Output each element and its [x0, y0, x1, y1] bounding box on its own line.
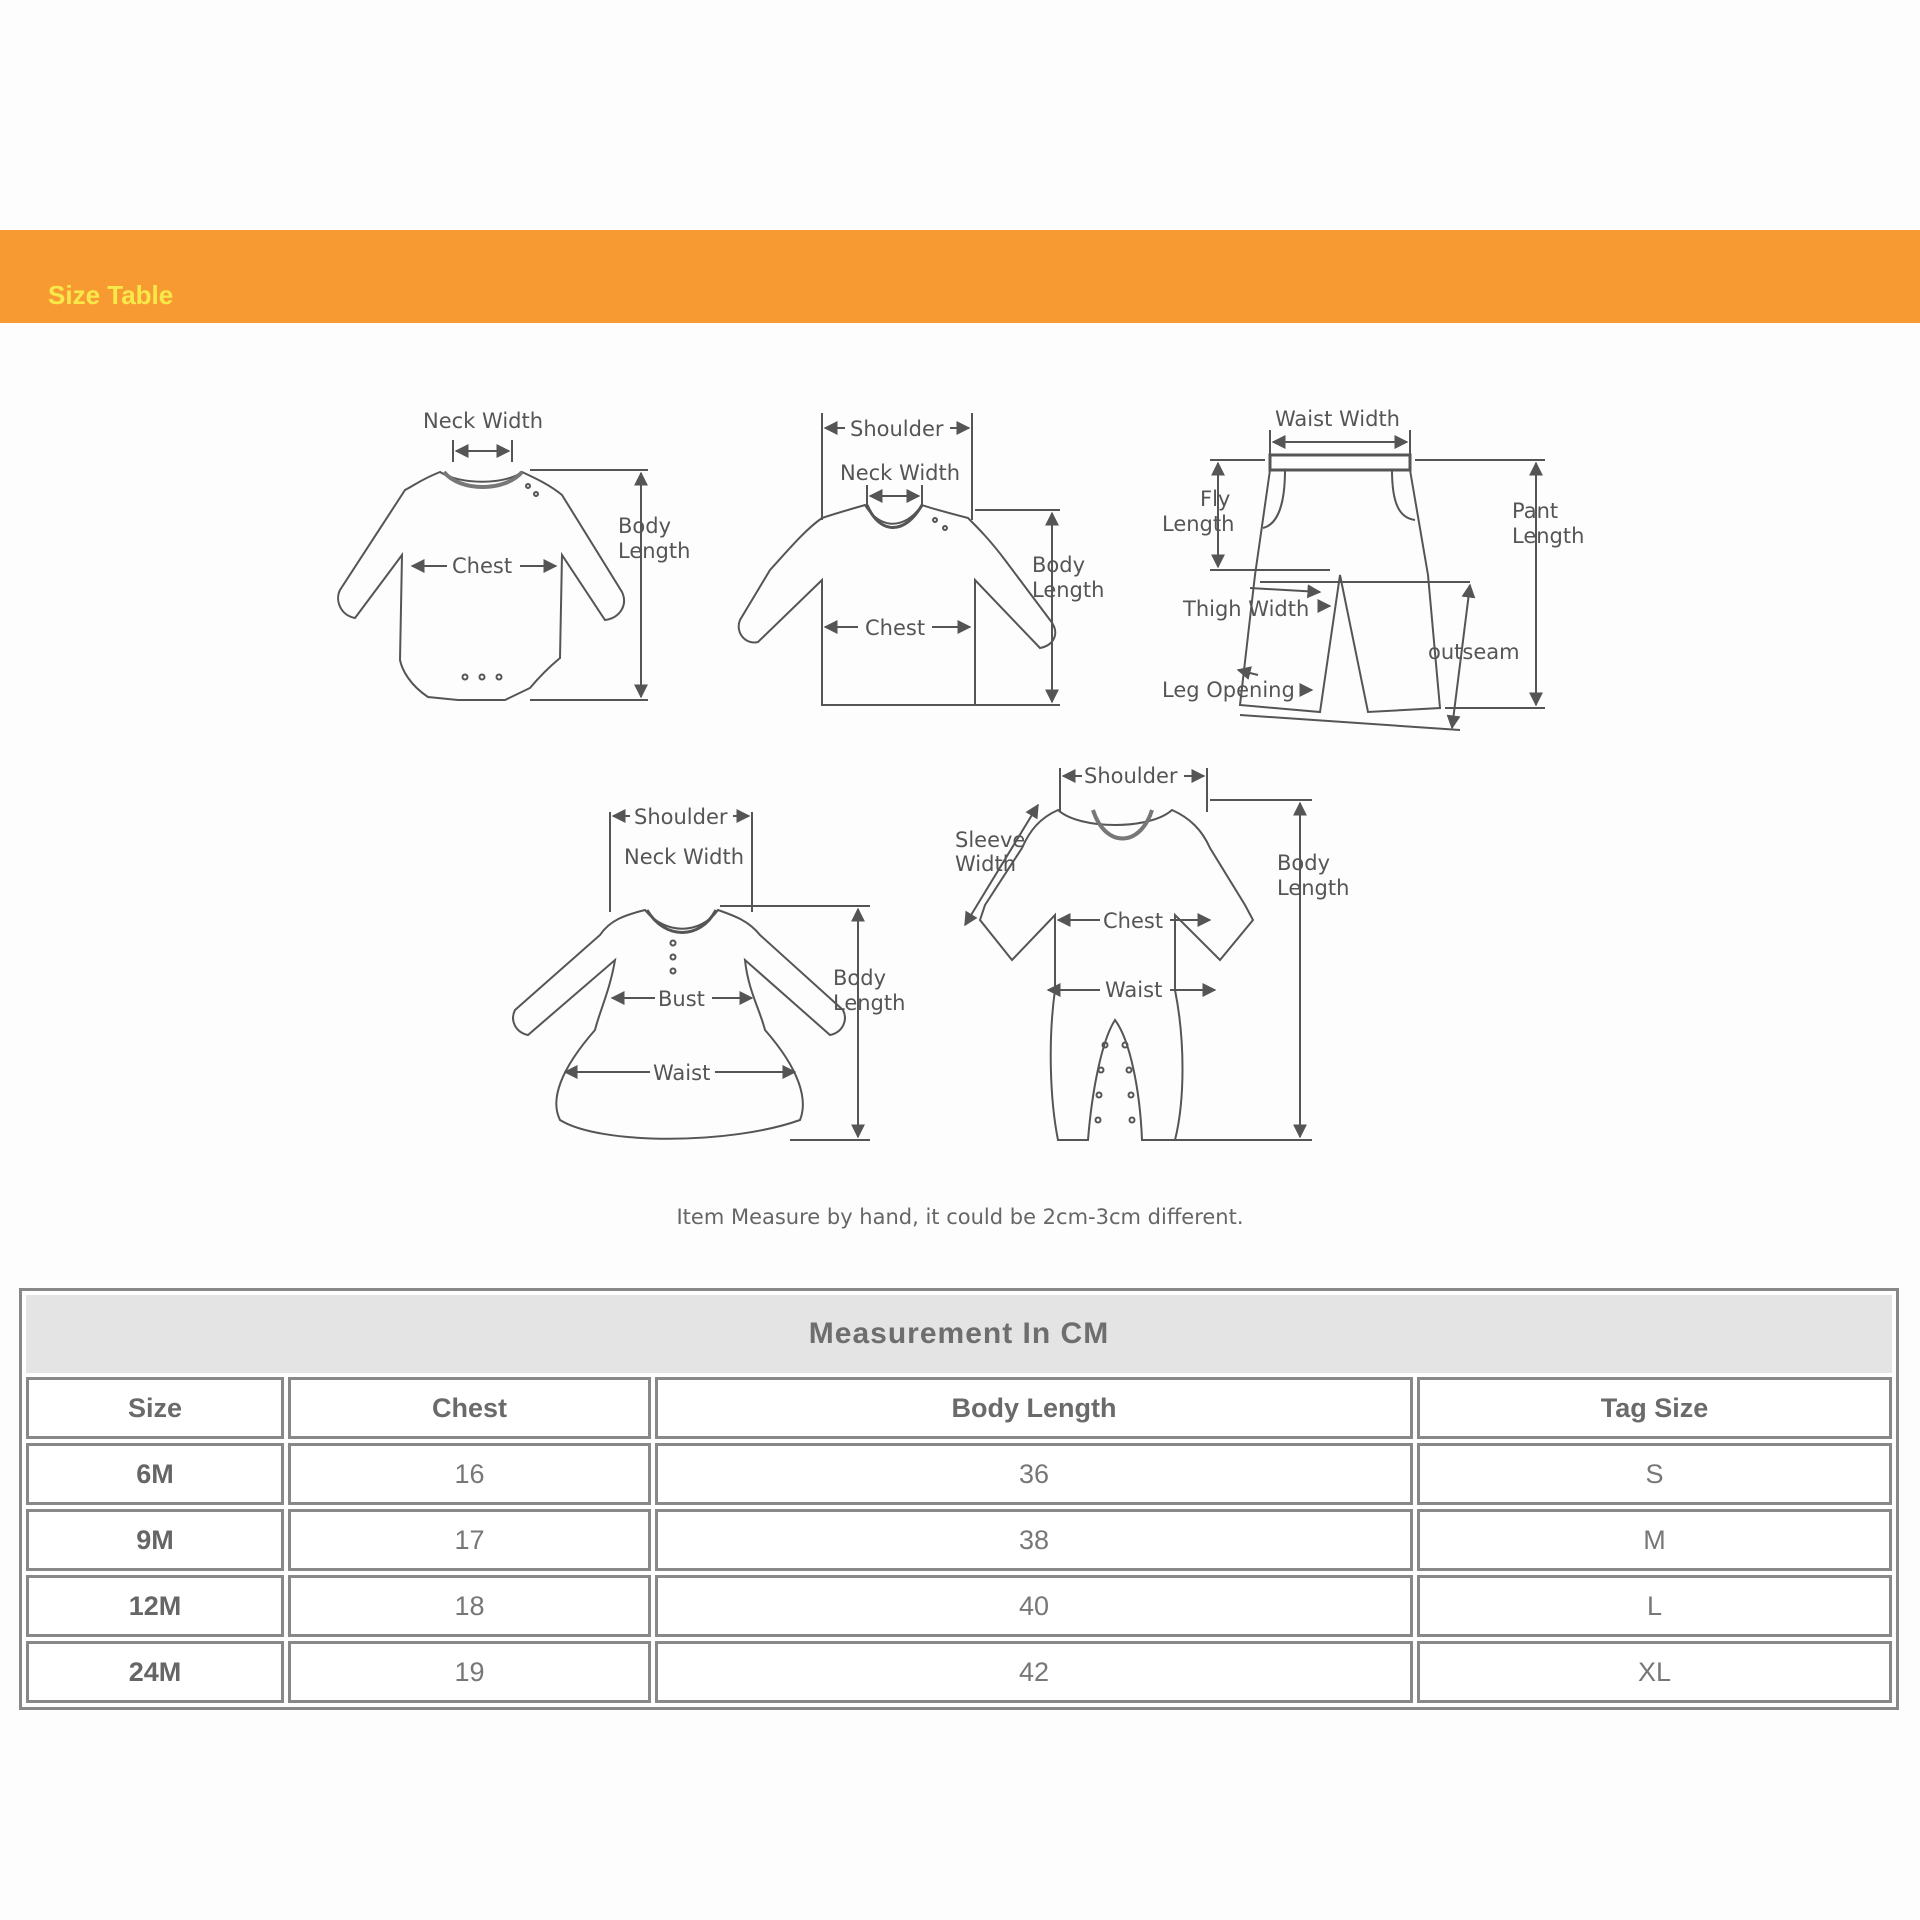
romper-sleeve-width-label-1: Sleeve: [955, 828, 1026, 852]
pants-pant-length-label-1: Pant: [1512, 499, 1559, 523]
shirt-body-length-label-1: Body: [1032, 553, 1086, 577]
romper-waist-label: Waist: [1105, 978, 1163, 1002]
banner-title: Size Table: [48, 280, 174, 310]
cell-chest: 18: [288, 1575, 651, 1637]
cell-size: 12M: [26, 1575, 284, 1637]
table-row: [26, 1641, 1892, 1703]
pants-leg-opening-label: Leg Opening: [1162, 678, 1295, 702]
table-header-row: [26, 1377, 1892, 1439]
pants-outseam-label: outseam: [1428, 640, 1520, 664]
header-chest: Chest: [288, 1377, 651, 1439]
shirt-neck-width-label: Neck Width: [840, 461, 961, 485]
dress-bust-label: Bust: [658, 987, 705, 1011]
size-table: [19, 1288, 1899, 1710]
table-row: [26, 1575, 1892, 1637]
cell-body-length: 38: [655, 1509, 1413, 1571]
cell-size: 6M: [26, 1443, 284, 1505]
cell-body-length: 40: [655, 1575, 1413, 1637]
shirt-body-length-label-2: Length: [1032, 578, 1105, 602]
dress-waist-label: Waist: [653, 1061, 711, 1085]
cell-tag-size: M: [1417, 1509, 1892, 1571]
dress-body-length-label-1: Body: [833, 966, 887, 990]
header-size: Size: [26, 1377, 284, 1439]
cell-body-length: 42: [655, 1641, 1413, 1703]
romper-sleeve-width-label-2: Width: [955, 852, 1017, 876]
dress-body-length-label-2: Length: [833, 991, 906, 1015]
bodysuit-body-length-label-1: Body: [618, 514, 672, 538]
cell-tag-size: XL: [1417, 1641, 1892, 1703]
pants-fly-length-label-1: Fly: [1200, 487, 1231, 511]
cell-size: 9M: [26, 1509, 284, 1571]
dress-shoulder-label: Shoulder: [634, 805, 728, 829]
cell-tag-size: S: [1417, 1443, 1892, 1505]
shirt-diagram: [739, 413, 1060, 705]
bodysuit-body-length-label-2: Length: [618, 539, 691, 563]
measurement-note: Item Measure by hand, it could be 2cm-3cm different.: [676, 1205, 1244, 1229]
pants-fly-length-label-2: Length: [1162, 512, 1235, 536]
romper-body-length-label-1: Body: [1277, 851, 1331, 875]
shirt-shoulder-label: Shoulder: [850, 417, 944, 441]
cell-chest: 19: [288, 1641, 651, 1703]
romper-shoulder-label: Shoulder: [1084, 764, 1178, 788]
table-row: [26, 1509, 1892, 1571]
cell-chest: 17: [288, 1509, 651, 1571]
shirt-chest-label: Chest: [865, 616, 926, 640]
pants-pant-length-label-2: Length: [1512, 524, 1585, 548]
romper-diagram: [965, 768, 1312, 1140]
header-tag-size: Tag Size: [1417, 1377, 1892, 1439]
diagram-labels: [423, 407, 1584, 1085]
romper-chest-label: Chest: [1103, 909, 1164, 933]
header-body-length: Body Length: [655, 1377, 1413, 1439]
cell-size: 24M: [26, 1641, 284, 1703]
table-row: [26, 1443, 1892, 1505]
dress-neck-width-label: Neck Width: [624, 845, 745, 869]
romper-body-length-label-2: Length: [1277, 876, 1350, 900]
bodysuit-chest-label: Chest: [452, 554, 513, 578]
pants-thigh-width-label: Thigh Width: [1183, 597, 1310, 621]
table-caption: Measurement In CM: [26, 1295, 1892, 1373]
cell-tag-size: L: [1417, 1575, 1892, 1637]
cell-body-length: 36: [655, 1443, 1413, 1505]
bodysuit-neck-width-label: Neck Width: [423, 409, 544, 433]
pants-waist-width-label: Waist Width: [1275, 407, 1400, 431]
cell-chest: 16: [288, 1443, 651, 1505]
